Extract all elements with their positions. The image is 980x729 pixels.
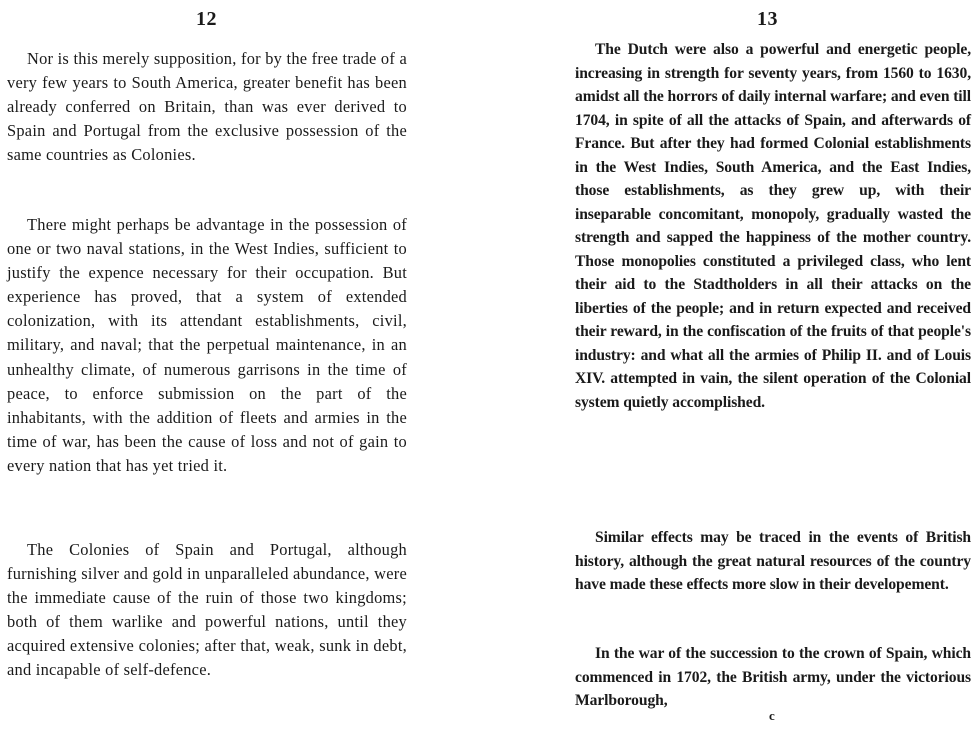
right-page-number: 13 (757, 8, 778, 30)
left-page (0, 0, 430, 729)
left-paragraph-2: There might perhaps be advantage in the possession of one or two naval stations, in the West Indies, sufficient to justify the expence necessary for their occupation. But experience has proved, that a system of extended colonization, with its attendant establishments, civil, military, and naval; that the perpetual maintenance, in an unhealthy climate, of numerous garrisons in the time of peace, to enforce submission on the part of the inhabitants, with the addition of fleets and armies in the time of war, has been the cause of loss and not of gain to every nation that has yet tried it. (7, 215, 407, 475)
left-page-number: 12 (196, 8, 217, 30)
left-paragraph-1: Nor is this merely supposition, for by the free trade of a very few years to South America, greater benefit has been already conferred on Britain, than was ever derived to Spain and Portugal from the exclusive possession of the same countries as Colonies. (7, 49, 407, 165)
right-paragraph-3: In the war of the succession to the crown of Spain, which commenced in 1702, the British army, under the victorious Marlborough, (575, 645, 971, 709)
left-paragraph-3: The Colonies of Spain and Portugal, although furnishing silver and gold in unparalleled abundance, were the immediate cause of the ruin of those two kingdoms; both of them warlike and powerful nations, until they acquired extensive colonies; after that, weak, sunk in debt, and incapable of self-defence. (7, 540, 407, 680)
right-page (572, 0, 980, 729)
signature-mark: c (769, 708, 775, 723)
right-paragraph-1: The Dutch were also a powerful and energetic people, increasing in strength for seventy years, from 1560 to 1630, amidst all the horrors of daily internal warfare; and even till 1704, in spite of all the attacks of Spain, and afterwards of France. But after they had formed Colonial establishments in the West Indies, South America, and the East Indies, those establishments, as they grew up, with their inseparable concomitant, monopoly, gradually wasted the strength and sapped the happiness of the mother country. Those monopolies constituted a privileged class, who lent their aid to the Stadtholders in all their attacks on the liberties of the people; and in return expected and received their reward, in the confiscation of the fruits of that people's industry: and what all the armies of Philip II. and of Louis XIV. attempted in vain, the silent operation of the Colonial system quietly accomplished. (575, 41, 971, 411)
right-paragraph-2: Similar effects may be traced in the events of British history, although the great natural resources of the country have made these effects more slow in their developement. (575, 529, 971, 593)
